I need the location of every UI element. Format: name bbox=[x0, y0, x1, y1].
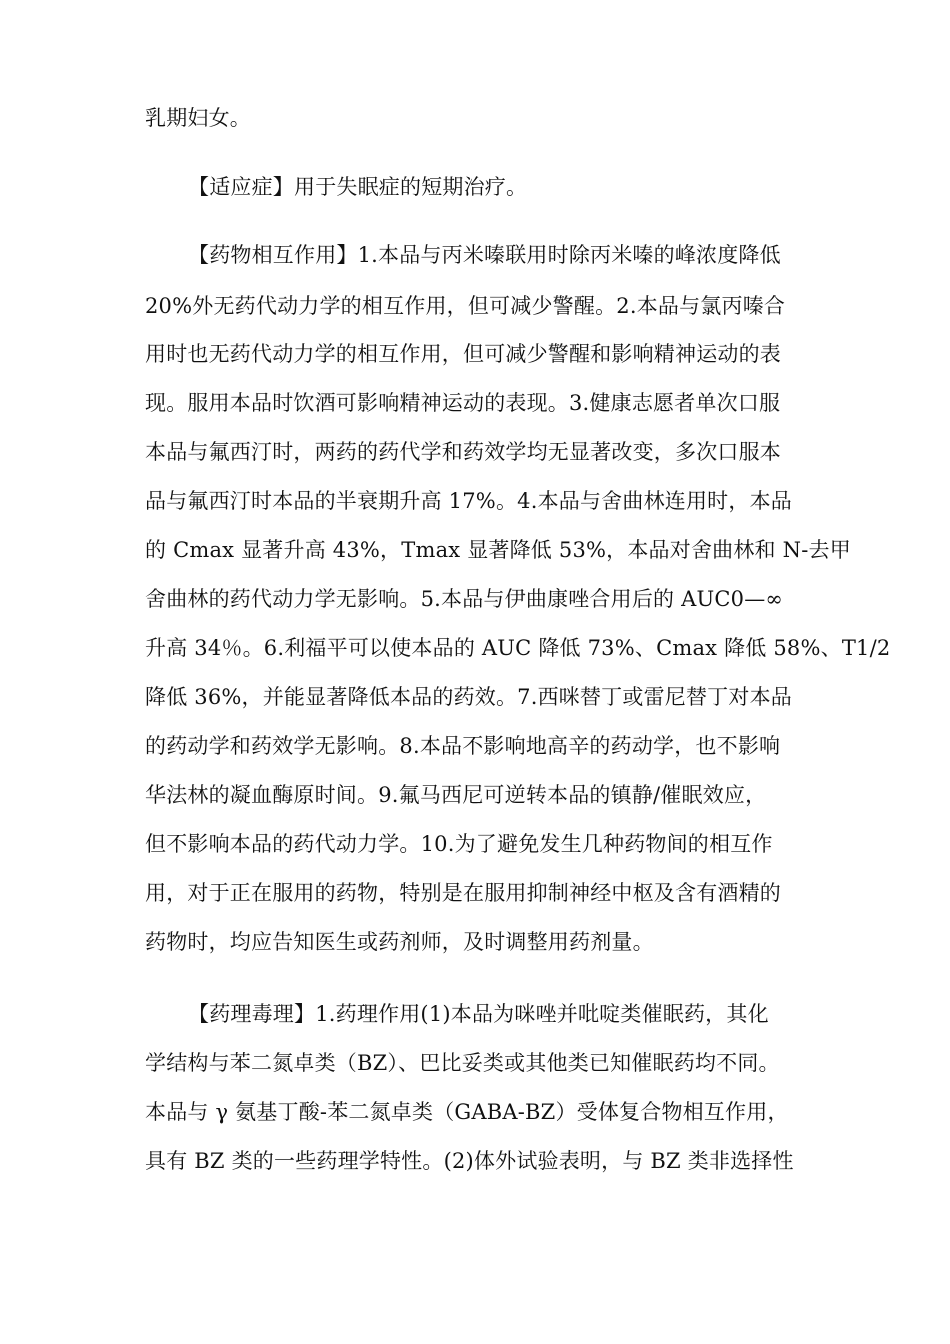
text-line: 的 Cmax 显著升高 43%，Tmax 显著降低 53%，本品对舍曲林和 N-去甲 bbox=[145, 538, 851, 562]
text-line: 药物时，均应告知医生或药剂师，及时调整用药剂量。 bbox=[145, 930, 654, 954]
text-line: 用时也无药代动力学的相互作用，但可减少警醒和影响精神运动的表 bbox=[145, 342, 781, 366]
text-line: 用，对于正在服用的药物，特别是在服用抑制神经中枢及含有酒精的 bbox=[145, 881, 781, 905]
text-line: 乳期妇女。 bbox=[145, 106, 251, 130]
text-line: 现。服用本品时饮酒可影响精神运动的表现。3.健康志愿者单次口服 bbox=[145, 391, 781, 415]
text-line: 的药动学和药效学无影响。8.本品不影响地高辛的药动学，也不影响 bbox=[145, 734, 781, 758]
text-line: 品与氟西汀时本品的半衰期升高 17%。4.本品与舍曲林连用时，本品 bbox=[145, 489, 792, 513]
text-line: 华法林的凝血酶原时间。9.氟马西尼可逆转本品的镇静/催眠效应， bbox=[145, 783, 767, 807]
section-heading-drug-interactions: 【药物相互作用】1.本品与丙米嗪联用时除丙米嗪的峰浓度降低 bbox=[188, 243, 781, 267]
text-line: 舍曲林的药代动力学无影响。5.本品与伊曲康唑合用后的 AUC0—∞ bbox=[145, 587, 784, 611]
text-line: 20%外无药代动力学的相互作用，但可减少警醒。2.本品与氯丙嗪合 bbox=[145, 294, 786, 318]
text-line: 本品与 γ 氨基丁酸-苯二氮卓类（GABA-BZ）受体复合物相互作用， bbox=[145, 1100, 789, 1124]
text-line: 本品与氟西汀时，两药的药代学和药效学均无显著改变，多次口服本 bbox=[145, 440, 781, 464]
section-heading-pharmacology: 【药理毒理】1.药理作用(1)本品为咪唑并吡啶类催眠药，其化 bbox=[188, 1002, 769, 1026]
section-heading-indications: 【适应症】用于失眠症的短期治疗。 bbox=[188, 175, 528, 199]
text-line: 降低 36%，并能显著降低本品的药效。7.西咪替丁或雷尼替丁对本品 bbox=[145, 685, 792, 709]
text-line: 升高 34％。6.利福平可以使本品的 AUC 降低 73%、Cmax 降低 58%、T1/2 bbox=[145, 636, 891, 660]
text-line: 但不影响本品的药代动力学。10.为了避免发生几种药物间的相互作 bbox=[145, 832, 773, 856]
text-line: 学结构与苯二氮卓类（BZ）、巴比妥类或其他类已知催眠药均不同。 bbox=[145, 1051, 780, 1075]
text-line: 具有 BZ 类的一些药理学特性。(2)体外试验表明，与 BZ 类非选择性 bbox=[145, 1149, 794, 1173]
